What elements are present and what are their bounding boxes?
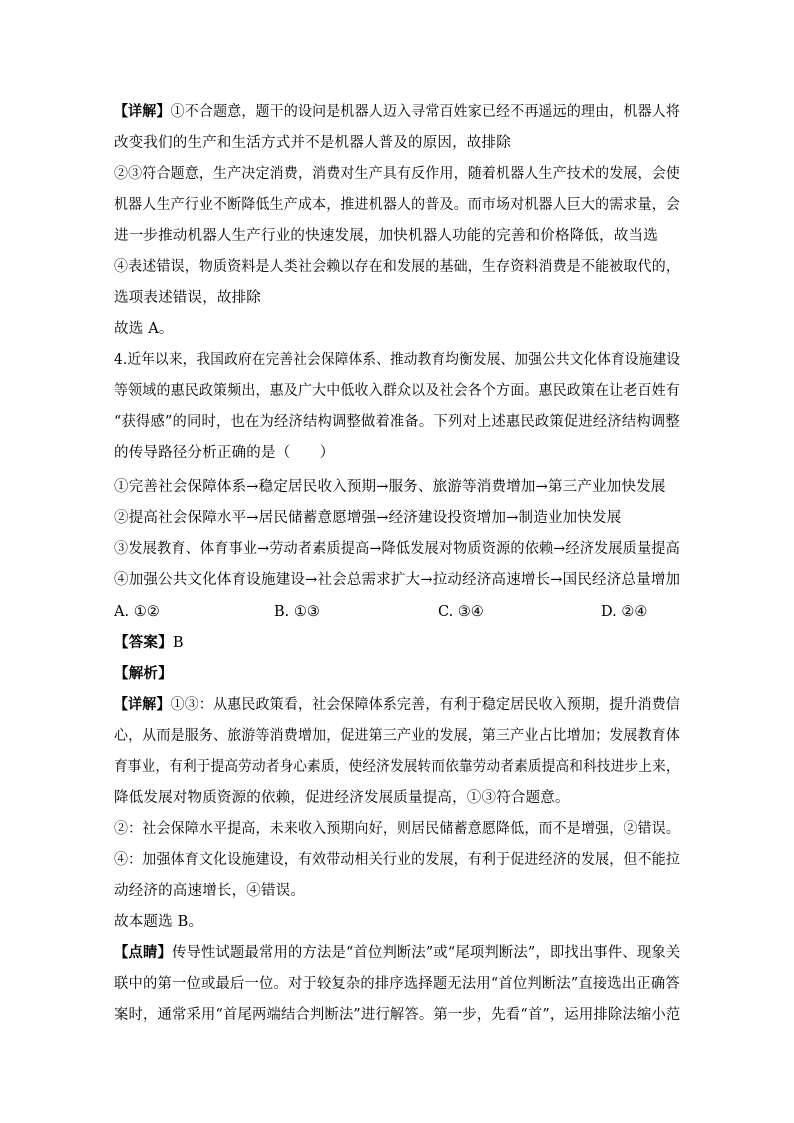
- statement-4: ④加强公共文化体育设施建设→社会总需求扩大→拉动经济高速增长→国民经济总量增加: [114, 572, 681, 588]
- answer-tag: 【答案】: [114, 635, 173, 651]
- statement-3: ③发展教育、体育事业→劳动者素质提高→降低发展对物质资源的依赖→经济发展质量提高: [114, 541, 680, 557]
- analysis-detail-line-4: 降低发展对物质资源的依赖，促进经济发展质量提高，①③符合题意。: [114, 790, 570, 806]
- analysis-detail-line-6: ④：加强体育文化设施建设，有效带动相关行业的发展，有利于促进经济的发展，但不能拉: [114, 852, 681, 868]
- analysis-detail-line-5: ②：社会保障水平提高，未来收入预期向好，则居民储蓄意愿降低，而不是增强，②错误。: [114, 821, 681, 837]
- question-4-line-2: 等领域的惠民政策频出，惠及广大中低收入群众以及社会各个方面。惠民政策在让老百姓有: [114, 383, 681, 399]
- detail-paragraph-3-line-2: 选项表述错误，故排除: [114, 290, 261, 306]
- detail-paragraph-1-line-1: [114, 102, 680, 122]
- tip-text: 传导性试题最常用的方法是“首位判断法”或“尾项判断法”，即找出事件、现象关: [171, 945, 681, 961]
- analysis-detail-line-7: 动经济的高速增长，④错误。: [114, 883, 306, 899]
- question-4-line-4: 的传导路径分析正确的是（ ）: [114, 445, 335, 461]
- option-d: D. ②④: [601, 604, 648, 620]
- detail-paragraph-3-line-1: ④表述错误，物质资料是人类社会赖以存在和发展的基础，生存资料消费是不能被取代的，: [114, 259, 681, 275]
- detail-paragraph-2-line-3: 进一步推动机器人生产行业的快速发展，加快机器人功能的完善和价格降低，故当选: [114, 228, 658, 244]
- answer-options: [114, 602, 714, 622]
- analysis-detail-line-1: [114, 695, 680, 715]
- detail-paragraph-2-line-2: 机器人生产行业不断降低生产成本，推进机器人的普及。而市场对机器人巨大的需求量，会: [114, 197, 681, 213]
- analysis-detail-text: ①③：从惠民政策看，社会保障体系完善，有利于稳定居民收入预期，提升消费信: [170, 697, 681, 713]
- detail-tag: 【详解】: [114, 104, 171, 120]
- detail-paragraph-1-line-2: 改变我们的生产和生活方式并不是机器人普及的原因，故排除: [114, 135, 511, 151]
- analysis-heading: [114, 664, 173, 684]
- option-a: A. ①②: [114, 604, 160, 620]
- statement-2: ②提高社会保障水平→居民储蓄意愿增强→经济建设投资增加→制造业加快发展: [114, 510, 622, 526]
- tip-line-1: [114, 943, 680, 963]
- detail-text: ①不合题意，题干的设问是机器人迈入寻常百姓家已经不再遥远的理由，机器人将: [170, 104, 681, 120]
- analysis-conclusion: 故本题选 B。: [114, 914, 204, 930]
- detail-paragraph-2-line-1: ②③符合题意，生产决定消费，消费对生产具有反作用，随着机器人生产技术的发展，会使: [114, 166, 681, 182]
- statement-1: ①完善社会保障体系→稳定居民收入预期→服务、旅游等消费增加→第三产业加快发展: [114, 479, 666, 495]
- question-4-line-1: 4.近年以来，我国政府在完善社会保障体系、推动教育均衡发展、加强公共文化体育设施建设: [114, 352, 681, 368]
- tip-line-3: 案时，通常采用“首尾两端结合判断法”进行解答。第一步，先看“首”，运用排除法缩小范: [114, 1007, 681, 1023]
- analysis-detail-line-2: 心，从而是服务、旅游等消费增加，促进第三产业的发展，第三产业占比增加；发展教育体: [114, 728, 681, 744]
- answer-line: [114, 633, 184, 653]
- question-4-line-3: “获得感”的同时，也在为经济结构调整做着准备。下列对上述惠民政策促进经济结构调整: [114, 414, 680, 430]
- answer-value: B: [172, 635, 184, 651]
- tip-line-2: 联中的第一位或最后一位。对于较复杂的排序选择题无法用“首位判断法”直接选出正确答: [114, 976, 680, 992]
- tip-tag: 【点睛】: [114, 945, 172, 961]
- conclusion-line: 故选 A。: [114, 321, 174, 337]
- analysis-detail-tag: 【详解】: [114, 697, 171, 713]
- option-c: C. ③④: [438, 604, 484, 620]
- analysis-tag: 【解析】: [114, 666, 173, 682]
- option-b: B. ①③: [274, 604, 320, 620]
- analysis-detail-line-3: 育事业，有利于提高劳动者身心素质，使经济发展转而依靠劳动者素质提高和科技进步上来，: [114, 759, 680, 775]
